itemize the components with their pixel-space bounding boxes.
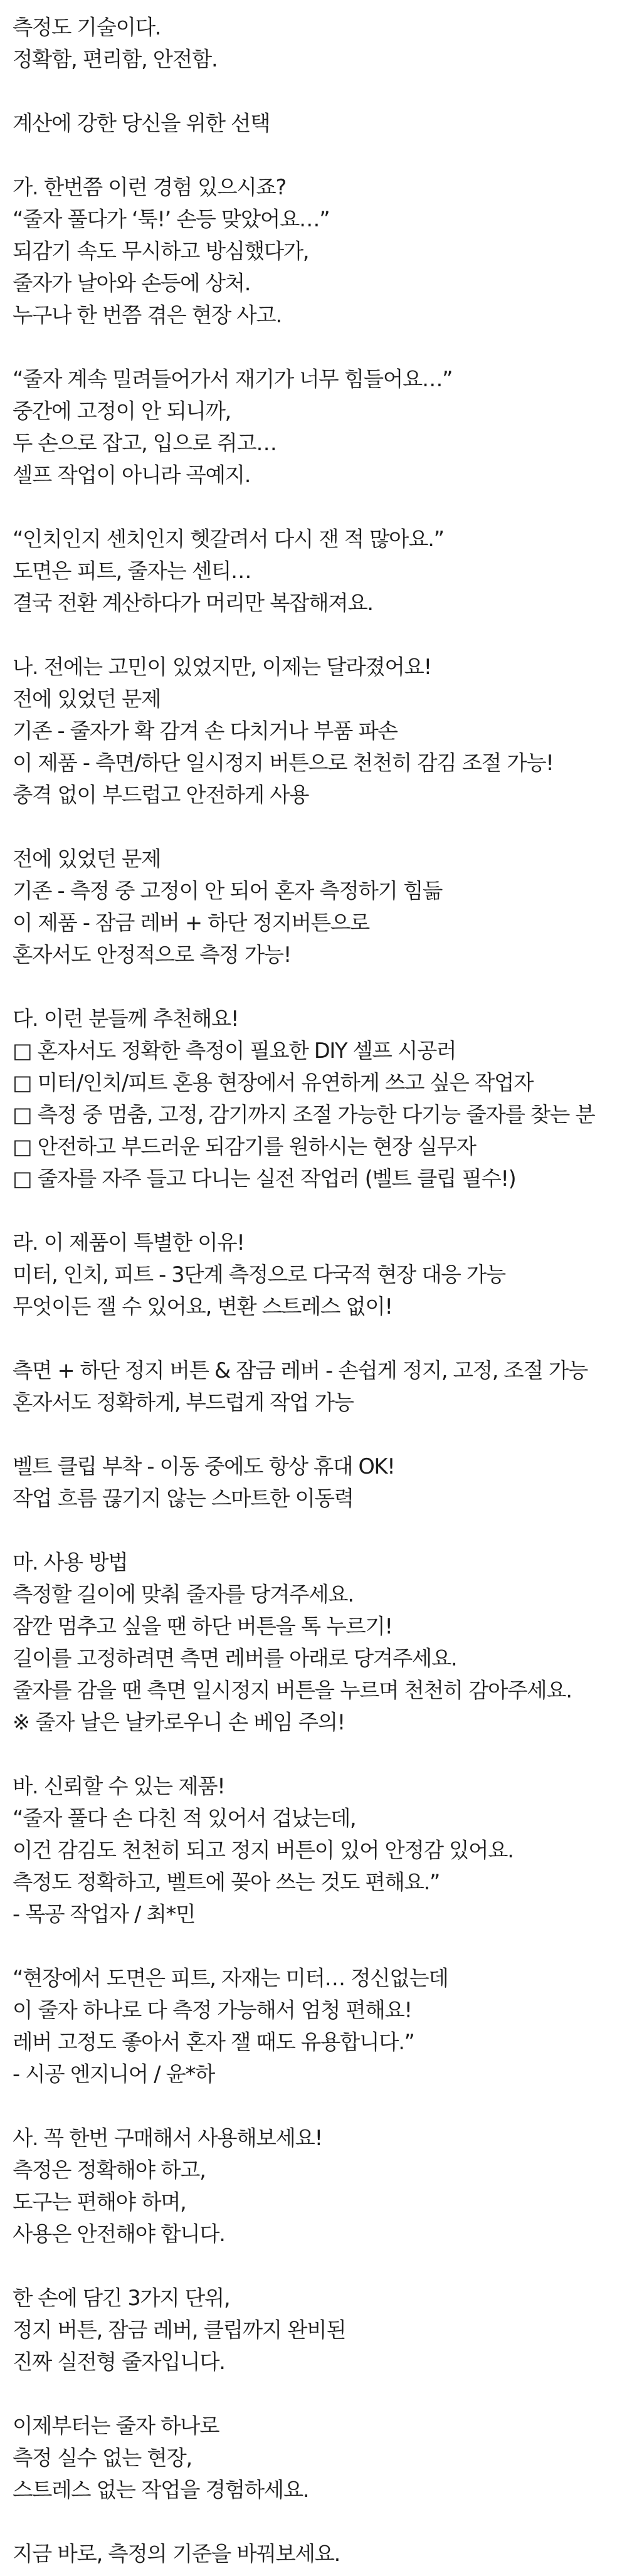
text-line: 되감기 속도 무시하고 방심했다가,	[13, 239, 309, 263]
text-paragraph	[13, 2538, 627, 2570]
text-line: 이 제품 - 측면/하단 일시정지 버튼으로 천천히 감김 조절 가능!	[13, 751, 554, 775]
text-paragraph	[13, 1770, 627, 1930]
text-line: 충격 없이 부드럽고 안전하게 사용	[13, 783, 309, 807]
text-line: “인치인지 센치인지 헷갈려서 다시 잰 적 많아요.”	[13, 527, 444, 551]
text-line: - 시공 엔지니어 / 윤*하	[13, 2062, 215, 2086]
text-line: 이 줄자 하나로 다 측정 가능해서 엄청 편해요!	[13, 1998, 412, 2022]
text-line: 계산에 강한 당신을 위한 선택	[13, 111, 270, 135]
text-line: 다. 이런 분들께 추천해요!	[13, 1006, 239, 1031]
text-line: 측면 + 하단 정지 버튼 & 잠금 레버 - 손쉽게 정지, 고정, 조절 가능	[13, 1358, 588, 1383]
text-paragraph	[13, 1546, 627, 1738]
text-paragraph	[13, 107, 627, 139]
text-line: 레버 고정도 좋아서 혼자 잴 때도 유용합니다.”	[13, 2030, 414, 2054]
text-line: □ 혼자서도 정확한 측정이 필요한 DIY 셀프 시공러	[13, 1038, 456, 1063]
text-line: 무엇이든 잴 수 있어요, 변환 스트레스 없이!	[13, 1294, 393, 1319]
text-line: 측정 실수 없는 현장,	[13, 2446, 192, 2470]
text-paragraph	[13, 651, 627, 811]
text-paragraph	[13, 1003, 627, 1195]
text-line: “현장에서 도면은 피트, 자재는 미터… 정신없는데	[13, 1966, 448, 1990]
text-line: 지금 바로, 측정의 기준을 바꿔보세요.	[13, 2542, 340, 2566]
text-line: □ 안전하고 부드러운 되감기를 원하시는 현장 실무자	[13, 1134, 476, 1159]
text-paragraph	[13, 1354, 627, 1418]
text-line: 도면은 피트, 줄자는 센티…	[13, 559, 251, 583]
text-line: □ 미터/인치/피트 혼용 현장에서 유연하게 쓰고 싶은 작업자	[13, 1070, 534, 1095]
text-line: “줄자 풀다가 ‘툭!’ 손등 맞았어요…”	[13, 207, 330, 231]
text-line: 혼자서도 안정적으로 측정 가능!	[13, 942, 291, 967]
text-paragraph	[13, 363, 627, 491]
text-line: ※ 줄자 날은 날카로우니 손 베임 주의!	[13, 1710, 345, 1734]
text-line: 측정은 정확해야 하고,	[13, 2158, 206, 2182]
text-line: 이건 감김도 천천히 되고 정지 버튼이 있어 안정감 있어요.	[13, 1838, 514, 1862]
text-line: 도구는 편해야 하며,	[13, 2190, 186, 2214]
text-line: 줄자가 날아와 손등에 상처.	[13, 271, 251, 295]
text-line: 줄자를 감을 땐 측면 일시정지 버튼을 누르며 천천히 감아주세요.	[13, 1678, 572, 1702]
text-line: 전에 있었던 문제	[13, 687, 161, 711]
text-line: “줄자 풀다 손 다친 적 있어서 겁났는데,	[13, 1806, 356, 1830]
text-line: 벨트 클립 부착 - 이동 중에도 항상 휴대 OK!	[13, 1454, 395, 1479]
text-line: 정확함, 편리함, 안전함.	[13, 47, 218, 71]
text-line: - 목공 작업자 / 최*민	[13, 1902, 196, 1926]
text-line: 혼자서도 정확하게, 부드럽게 작업 가능	[13, 1390, 354, 1415]
text-line: 사용은 안전해야 합니다.	[13, 2222, 225, 2246]
text-line: □ 측정 중 멈춤, 고정, 감기까지 조절 가능한 다기능 줄자를 찾는 분	[13, 1102, 595, 1127]
text-paragraph	[13, 1227, 627, 1322]
text-paragraph	[13, 1962, 627, 2090]
text-line: 측정도 정확하고, 벨트에 꽂아 쓰는 것도 편해요.”	[13, 1870, 440, 1894]
text-line: 마. 사용 방법	[13, 1550, 128, 1575]
text-line: 바. 신뢰할 수 있는 제품!	[13, 1774, 225, 1798]
text-line: 라. 이 제품이 특별한 이유!	[13, 1230, 245, 1255]
text-paragraph	[13, 523, 627, 619]
text-line: 미터, 인치, 피트 - 3단계 측정으로 다국적 현장 대응 가능	[13, 1262, 505, 1287]
text-line: 사. 꼭 한번 구매해서 사용해보세요!	[13, 2126, 322, 2150]
text-line: 누구나 한 번쯤 겪은 현장 사고.	[13, 303, 282, 327]
text-line: 잠깐 멈추고 싶을 땐 하단 버튼을 톡 누르기!	[13, 1614, 393, 1639]
text-line: 나. 전에는 고민이 있었지만, 이제는 달라졌어요!	[13, 655, 431, 679]
text-line: 가. 한번쯤 이런 경험 있으시죠?	[13, 175, 286, 199]
text-line: 중간에 고정이 안 되니까,	[13, 399, 231, 423]
text-line: 이 제품 - 잠금 레버 + 하단 정지버튼으로	[13, 911, 369, 935]
text-paragraph	[13, 171, 627, 331]
text-paragraph	[13, 843, 627, 971]
text-line: □ 줄자를 자주 들고 다니는 실전 작업러 (벨트 클립 필수!)	[13, 1166, 516, 1191]
text-line: 두 손으로 잡고, 입으로 쥐고…	[13, 431, 277, 455]
text-line: 전에 있었던 문제	[13, 847, 161, 871]
text-line: 측정도 기술이다.	[13, 15, 161, 40]
text-line: 기존 - 줄자가 확 감겨 손 다치거나 부품 파손	[13, 719, 398, 743]
text-line: 기존 - 측정 중 고정이 안 되어 혼자 측정하기 힘듦	[13, 879, 443, 903]
text-line: 정지 버튼, 잠금 레버, 클립까지 완비된	[13, 2318, 346, 2342]
text-line: 이제부터는 줄자 하나로	[13, 2414, 219, 2438]
text-paragraph	[13, 1450, 627, 1514]
text-paragraph	[13, 2122, 627, 2250]
text-paragraph	[13, 2282, 627, 2378]
text-line: 스트레스 없는 작업을 경험하세요.	[13, 2478, 309, 2502]
text-line: 한 손에 담긴 3가지 단위,	[13, 2286, 230, 2310]
text-line: 결국 전환 계산하다가 머리만 복잡해져요.	[13, 591, 373, 615]
text-line: “줄자 계속 밀려들어가서 재기가 너무 힘들어요…”	[13, 367, 453, 391]
text-line: 길이를 고정하려면 측면 레버를 아래로 당겨주세요.	[13, 1646, 457, 1671]
text-line: 셀프 작업이 아니라 곡예지.	[13, 463, 251, 487]
text-line: 진짜 실전형 줄자입니다.	[13, 2350, 225, 2374]
text-line: 작업 흐름 끊기지 않는 스마트한 이동력	[13, 1486, 354, 1511]
text-paragraph	[13, 11, 627, 75]
text-line: 측정할 길이에 맞춰 줄자를 당겨주세요.	[13, 1582, 354, 1607]
text-paragraph	[13, 2410, 627, 2506]
